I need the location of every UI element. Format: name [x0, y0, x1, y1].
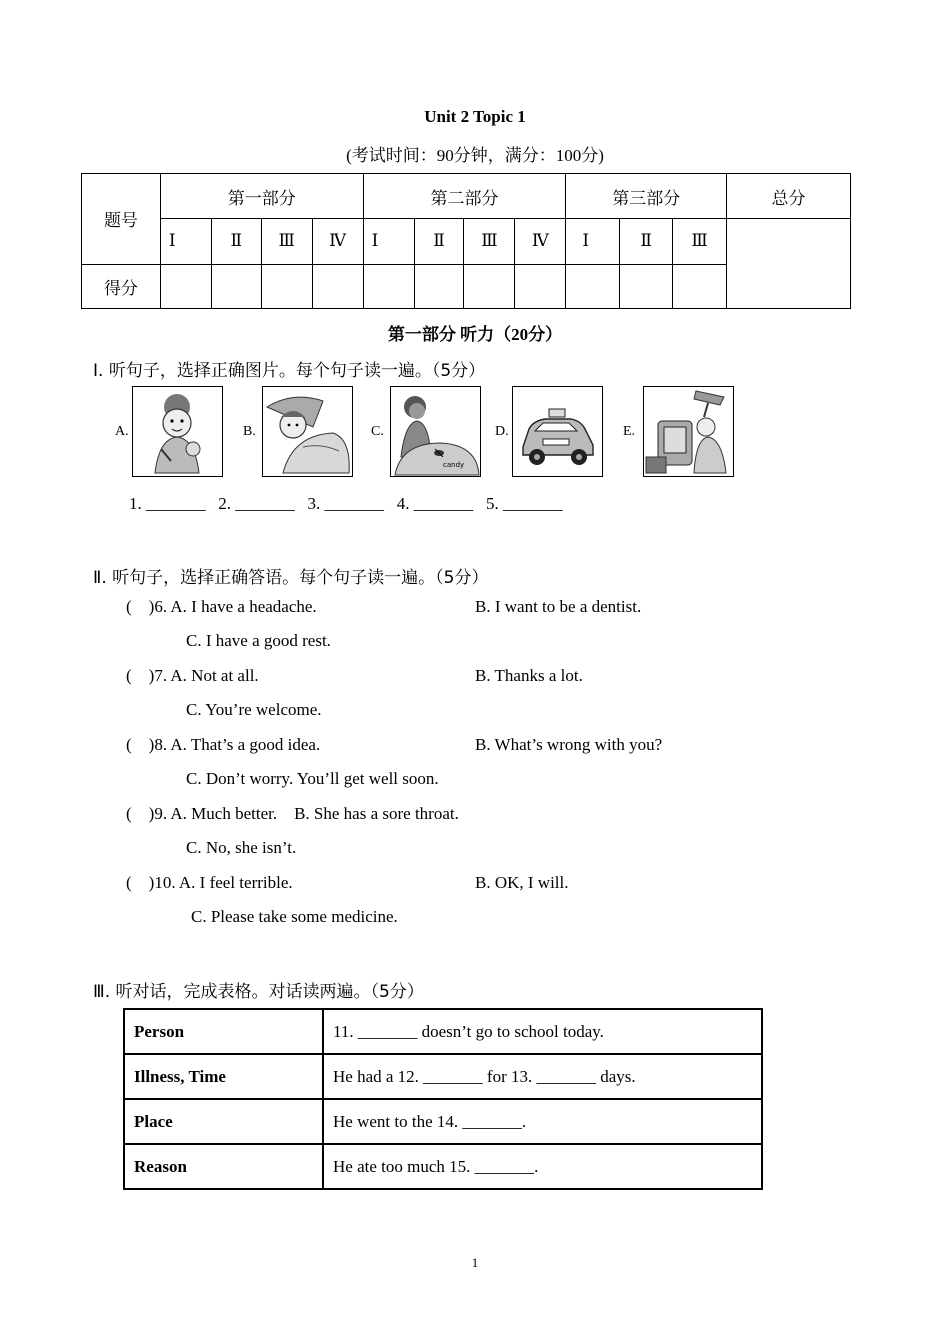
listening-table: [123, 1008, 763, 1190]
col-p2-1: Ⅰ: [363, 219, 414, 264]
score-cell[interactable]: [464, 264, 515, 308]
score-cell[interactable]: [673, 264, 727, 308]
part2-header: 第二部分: [363, 174, 566, 219]
row-value[interactable]: 11. _______ doesn’t go to school today.: [323, 1009, 762, 1054]
row-label-score: 得分: [82, 264, 161, 308]
col-p3-3: Ⅲ: [673, 219, 727, 264]
q7-option-b: B. Thanks a lot.: [475, 666, 583, 685]
score-cell[interactable]: [211, 264, 261, 308]
candy-caption: candy: [443, 461, 465, 469]
score-cell[interactable]: [363, 264, 414, 308]
col-p1-2: Ⅱ: [211, 219, 261, 264]
row-label-question: 题号: [82, 174, 161, 265]
question-heading-3: Ⅲ. 听对话，完成表格。对话读两遍。（5分）: [93, 982, 424, 1002]
row-label: Reason: [124, 1144, 323, 1189]
q8-stem: ( )8. A. That’s a good idea.: [126, 735, 321, 754]
document-title: Unit 2 Topic 1: [424, 107, 526, 126]
pic-label-a: A.: [115, 424, 129, 439]
row-value[interactable]: He went to the 14. _______.: [323, 1099, 762, 1144]
q10-option-b: B. OK, I will.: [475, 873, 569, 892]
pic-label-b: B.: [243, 424, 256, 439]
part3-header: 第三部分: [566, 174, 727, 219]
table-row: [124, 1054, 762, 1099]
q7-stem: ( )7. A. Not at all.: [126, 666, 259, 685]
q7-option-c: C. You’re welcome.: [186, 700, 322, 719]
table-row: [124, 1099, 762, 1144]
row-label: Person: [124, 1009, 323, 1054]
score-cell[interactable]: [620, 264, 673, 308]
table-row: [124, 1009, 762, 1054]
table-row: [124, 1144, 762, 1189]
q8-option-b: B. What’s wrong with you?: [475, 735, 663, 754]
q8-option-c: C. Don’t worry. You’ll get well soon.: [186, 769, 439, 788]
q6-option-b: B. I want to be a dentist.: [475, 597, 642, 616]
pic-label-d: D.: [495, 424, 509, 439]
row-label: Place: [124, 1099, 323, 1144]
col-p1-3: Ⅲ: [261, 219, 312, 264]
col-p1-4: Ⅳ: [312, 219, 363, 264]
col-p1-1: Ⅰ: [160, 219, 211, 264]
q9-stem: ( )9. A. Much better. B. She has a sore throat.: [126, 804, 459, 823]
q6-option-c: C. I have a good rest.: [186, 631, 331, 650]
total-score-cell[interactable]: [727, 219, 851, 309]
score-cell[interactable]: [160, 264, 211, 308]
question-heading-2: Ⅱ. 听句子，选择正确答语。每个句子读一遍。（5分）: [93, 568, 489, 588]
picture-d-taxi-icon: [512, 386, 603, 477]
row-value[interactable]: He ate too much 15. _______.: [323, 1144, 762, 1189]
question-heading-1: Ⅰ. 听句子，选择正确图片。每个句子读一遍。（5分）: [93, 361, 486, 381]
picture-a-girl-icon: [132, 386, 223, 477]
row-value[interactable]: He had a 12. _______ for 13. _______ days.: [323, 1054, 762, 1099]
col-p2-4: Ⅳ: [515, 219, 566, 264]
picture-b-sick-in-bed-icon: [262, 386, 353, 477]
q10-stem: ( )10. A. I feel terrible.: [126, 873, 293, 892]
page-number: 1: [471, 1255, 479, 1270]
col-p2-3: Ⅲ: [464, 219, 515, 264]
score-table: [81, 173, 851, 309]
q6-stem: ( )6. A. I have a headache.: [126, 597, 317, 616]
q9-option-c: C. No, she isn’t.: [186, 838, 297, 857]
answer-blanks-1-5[interactable]: 1. _______ 2. _______ 3. _______ 4. _______ 5. _______: [129, 494, 563, 513]
part1-header: 第一部分: [160, 174, 363, 219]
score-cell[interactable]: [515, 264, 566, 308]
picture-e-dentist-icon: [643, 386, 734, 477]
score-cell[interactable]: [414, 264, 464, 308]
score-cell[interactable]: [566, 264, 620, 308]
total-header: 总分: [727, 174, 851, 219]
pic-label-e: E.: [623, 424, 636, 439]
section-title: 第一部分 听力（20分）: [387, 325, 563, 344]
score-cell[interactable]: [261, 264, 312, 308]
row-label: Illness, Time: [124, 1054, 323, 1099]
col-p3-2: Ⅱ: [620, 219, 673, 264]
col-p2-2: Ⅱ: [414, 219, 464, 264]
score-cell[interactable]: [312, 264, 363, 308]
q10-option-c: C. Please take some medicine.: [191, 907, 398, 926]
pic-label-c: C.: [371, 424, 384, 439]
picture-c-candy-icon: [390, 386, 481, 477]
exam-info: (考试时间：90分钟，满分：100分): [346, 146, 604, 165]
col-p3-1: Ⅰ: [566, 219, 620, 264]
